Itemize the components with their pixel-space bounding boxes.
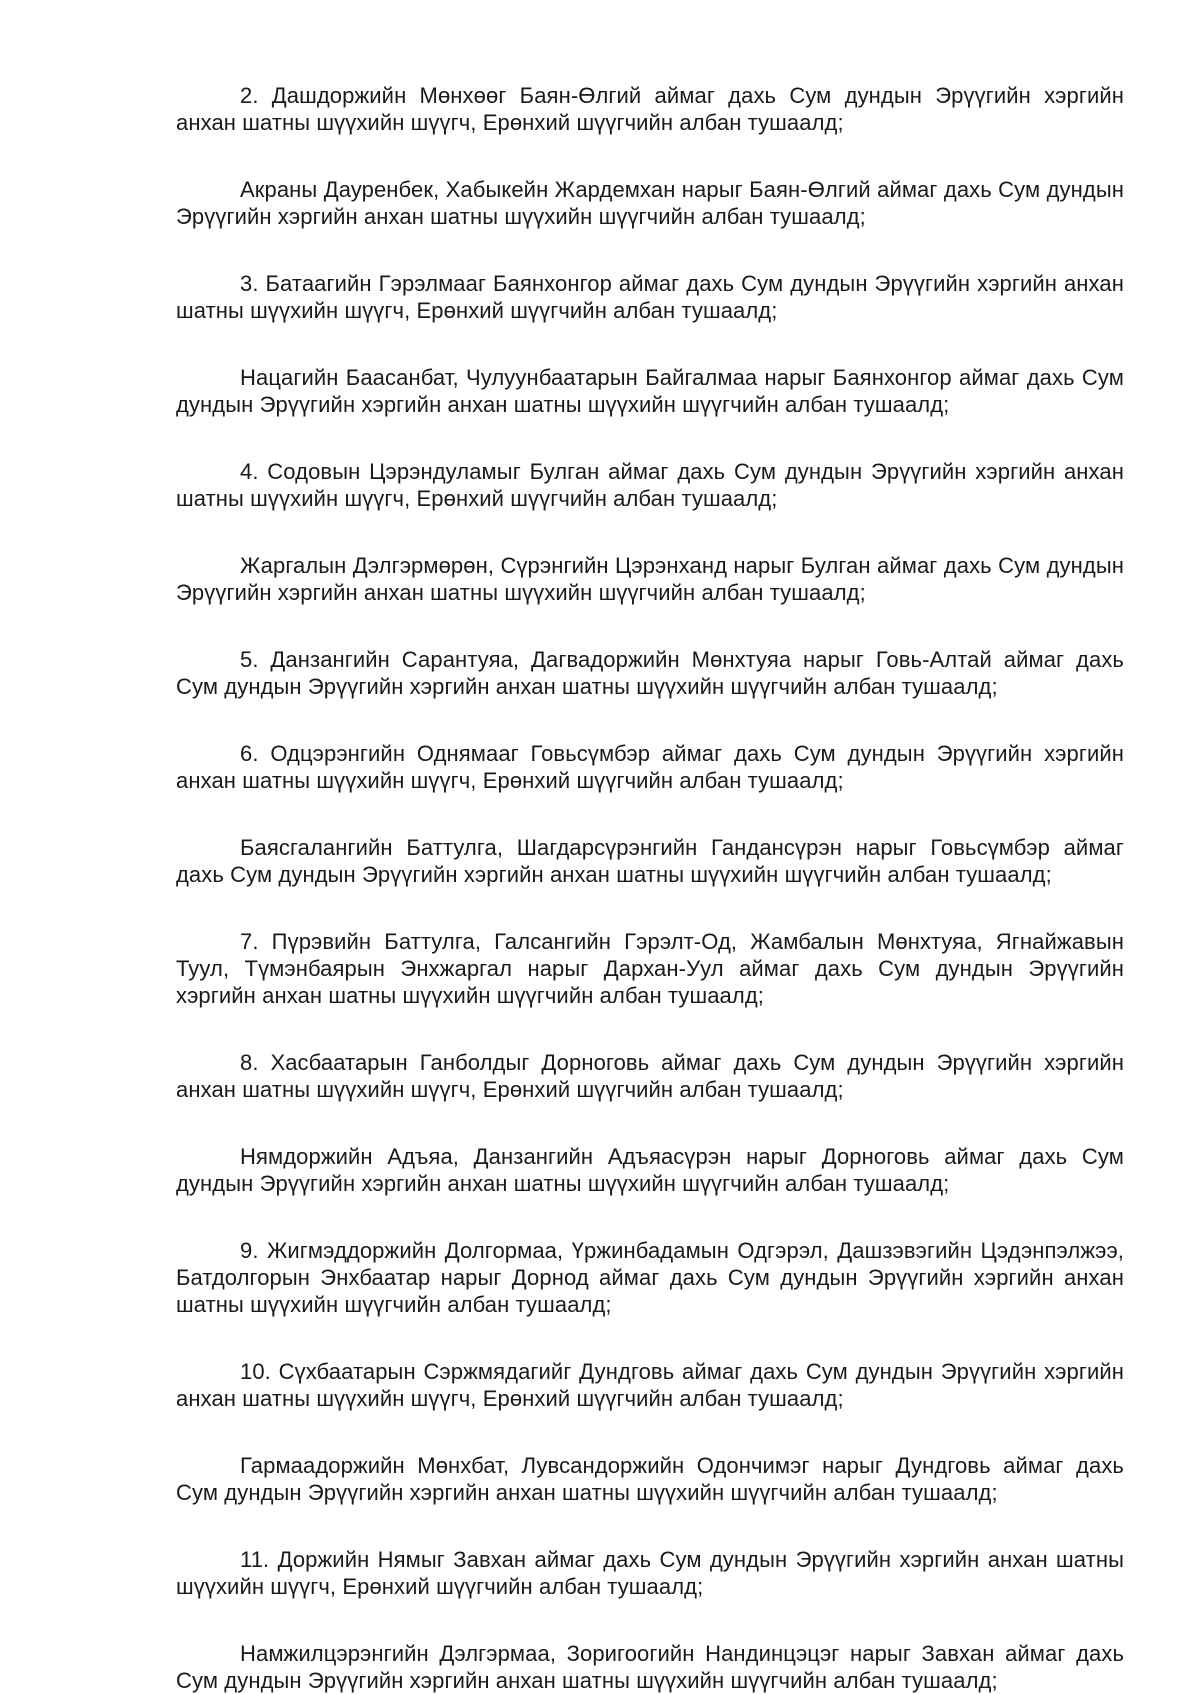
document-body <box>176 82 1124 1694</box>
paragraph-item-2-chief-judge-bayan-olgii: 2. Дашдоржийн Мөнхөөг Баян-Өлгий аймаг дахь Сум дундын Эрүүгийн хэргийн анхан шатны шүүхийн шүүгч, Ерөнхий шүүгчийн албан тушаалд; <box>176 83 1124 135</box>
paragraph-item-9-judges-dornod: 9. Жигмэддоржийн Долгормаа, Үржинбадамын Одгэрэл, Дашзэвэгийн Цэдэнпэлжээ, Батдолгорын Энхбаатар нарыг Дорнод аймаг дахь Сум дундын Эрүүгийн хэргийн анхан шатны шүүхийн шүүгчийн албан тушаалд; <box>176 1238 1124 1317</box>
paragraph-item-3-chief-judge-bayankhongor: 3. Батаагийн Гэрэлмааг Баянхонгор аймаг дахь Сум дундын Эрүүгийн хэргийн анхан шатны шүүхийн шүүгч, Ерөнхий шүүгчийн албан тушаалд; <box>176 271 1124 323</box>
paragraph-item-5-judges-govi-altai: 5. Данзангийн Сарантуяа, Дагвадоржийн Мөнхтуяа нарыг Говь-Алтай аймаг дахь Сум дундын Эрүүгийн хэргийн анхан шатны шүүхийн шүүгчийн албан тушаалд; <box>176 647 1124 699</box>
paragraph-item-7-judges-darkhan-uul: 7. Пүрэвийн Баттулга, Галсангийн Гэрэлт-Од, Жамбалын Мөнхтуяа, Ягнайжавын Туул, Түмэнбаярын Энхжаргал нарыг Дархан-Уул аймаг дахь Сум дундын Эрүүгийн хэргийн анхан шатны шүүхийн шүүгчийн албан тушаалд; <box>176 929 1124 1008</box>
paragraph-judges-bayankhongor: Нацагийн Баасанбат, Чулуунбаатарын Байгалмаа нарыг Баянхонгор аймаг дахь Сум дундын Эрүүгийн хэргийн анхан шатны шүүхийн шүүгчийн албан тушаалд; <box>176 365 1124 417</box>
paragraph-item-8-chief-judge-dornogovi: 8. Хасбаатарын Ганболдыг Дорноговь аймаг дахь Сум дундын Эрүүгийн хэргийн анхан шатны шүүхийн шүүгч, Ерөнхий шүүгчийн албан тушаалд; <box>176 1050 1124 1102</box>
paragraph-item-11-chief-judge-zavkhan: 11. Доржийн Нямыг Завхан аймаг дахь Сум дундын Эрүүгийн хэргийн анхан шатны шүүхийн шүүгч, Ерөнхий шүүгчийн албан тушаалд; <box>176 1547 1124 1599</box>
paragraph-item-10-chief-judge-dundgovi: 10. Сүхбаатарын Сэржмядагийг Дундговь аймаг дахь Сум дундын Эрүүгийн хэргийн анхан шатны шүүхийн шүүгч, Ерөнхий шүүгчийн албан тушаалд; <box>176 1359 1124 1411</box>
paragraph-item-6-chief-judge-govisumber: 6. Одцэрэнгийн Однямааг Говьсүмбэр аймаг дахь Сум дундын Эрүүгийн хэргийн анхан шатны шүүхийн шүүгч, Ерөнхий шүүгчийн албан тушаалд; <box>176 741 1124 793</box>
paragraph-judges-zavkhan: Намжилцэрэнгийн Дэлгэрмаа, Зоригоогийн Нандинцэцэг нарыг Завхан аймаг дахь Сум дундын Эрүүгийн хэргийн анхан шатны шүүхийн шүүгчийн албан тушаалд; <box>176 1641 1124 1693</box>
paragraph-judges-bulgan: Жаргалын Дэлгэрмөрөн, Сүрэнгийн Цэрэнханд нарыг Булган аймаг дахь Сум дундын Эрүүгийн хэргийн анхан шатны шүүхийн шүүгчийн албан тушаалд; <box>176 553 1124 605</box>
paragraph-judges-dornogovi: Нямдоржийн Адъяа, Данзангийн Адъяасүрэн нарыг Дорноговь аймаг дахь Сум дундын Эрүүгийн хэргийн анхан шатны шүүхийн шүүгчийн албан тушаалд; <box>176 1144 1124 1196</box>
paragraph-judges-bayan-olgii: Акраны Дауренбек, Хабыкейн Жардемхан нарыг Баян-Өлгий аймаг дахь Сум дундын Эрүүгийн хэргийн анхан шатны шүүхийн шүүгчийн албан тушаалд; <box>176 177 1124 229</box>
paragraph-judges-dundgovi: Гармаадоржийн Мөнхбат, Лувсандоржийн Одончимэг нарыг Дундговь аймаг дахь Сум дундын Эрүүгийн хэргийн анхан шатны шүүхийн шүүгчийн албан тушаалд; <box>176 1453 1124 1505</box>
paragraph-judges-govisumber: Баясгалангийн Баттулга, Шагдарсүрэнгийн Гандансүрэн нарыг Говьсүмбэр аймаг дахь Сум дундын Эрүүгийн хэргийн анхан шатны шүүхийн шүүгчийн албан тушаалд; <box>176 835 1124 887</box>
paragraph-item-4-chief-judge-bulgan: 4. Содовын Цэрэндуламыг Булган аймаг дахь Сум дундын Эрүүгийн хэргийн анхан шатны шүүхийн шүүгч, Ерөнхий шүүгчийн албан тушаалд; <box>176 459 1124 511</box>
